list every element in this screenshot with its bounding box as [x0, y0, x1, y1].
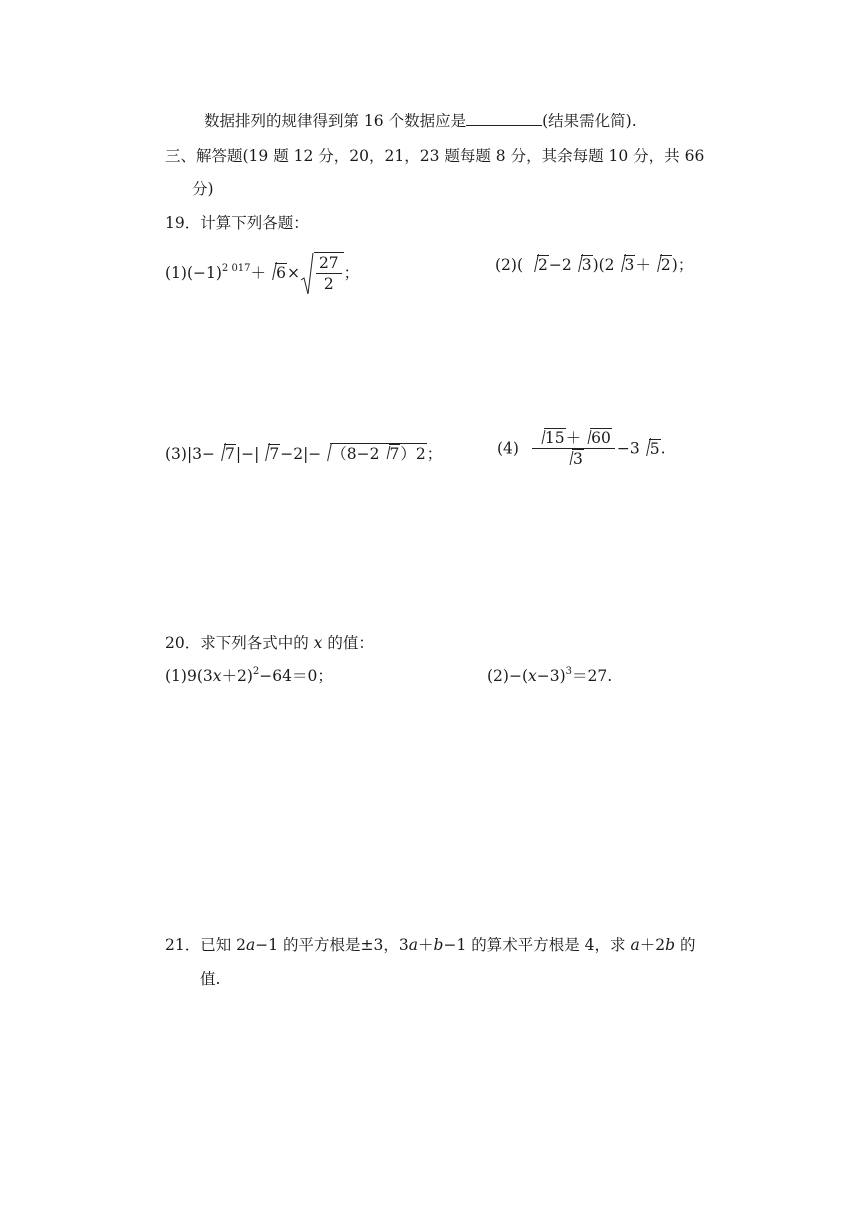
- sqrt-2: 2: [528, 252, 549, 278]
- sqrt-15: 15: [535, 428, 566, 448]
- sqrt-5: 5: [640, 436, 661, 462]
- q20-stem: 20．求下列各式中的 x 的值：: [165, 634, 374, 652]
- section-heading-cont: 分): [192, 180, 214, 198]
- q19-stem: 19．计算下列各题：: [165, 214, 309, 232]
- sqrt-6: 6: [266, 260, 287, 286]
- answer-blank[interactable]: [466, 110, 542, 126]
- sqrt-expression: （8−2 7）2: [321, 441, 426, 467]
- q21-line2: 值.: [200, 970, 221, 988]
- sqrt-60: 60: [581, 428, 612, 448]
- fraction: $\frac{15+ 60}{3}$: [532, 428, 615, 469]
- q20-part1: $(1)9(3x+2)^2-64=0$；: [165, 666, 333, 685]
- sqrt-2: 2: [651, 252, 672, 278]
- sqrt-7: 7: [380, 444, 401, 463]
- sqrt-3: 3: [572, 252, 593, 278]
- continuation-line: 数据排列的规律得到第 16 个数据应是 (结果需化简).: [204, 112, 637, 130]
- q21-line1: 21．已知 2a−1 的平方根是±3，3a＋b−1 的算术平方根是 4，求 a＋2b 的: [165, 936, 696, 954]
- sqrt-7: 7: [215, 441, 236, 467]
- q19-part2: (2)( 2−2 3)(2 3＋ 2)；: [495, 252, 693, 278]
- q19-part1: $(1)(-1)^{2 017}+ 6\times$ $\frac{27}{2}$ ；: [165, 252, 359, 296]
- radical-sign: [300, 252, 314, 296]
- section-heading: 三、解答题(19 题 12 分，20，21，23 题每题 8 分，其余每题 10 分，共 66: [165, 147, 705, 165]
- q20-part2: $(2)-(x-3)^3=27$.: [487, 666, 613, 685]
- sqrt-fraction: $\frac{27}{2}$: [300, 252, 344, 296]
- sqrt-3: 3: [615, 252, 636, 278]
- q19-part3: (3)|3− 7|−| 7−2|− （8−2 7）2；: [165, 441, 442, 467]
- sqrt-3: 3: [563, 449, 584, 469]
- q19-part4: (4) $\frac{15+ 60}{3}$ −3 5.: [497, 429, 666, 468]
- sqrt-7: 7: [259, 441, 280, 467]
